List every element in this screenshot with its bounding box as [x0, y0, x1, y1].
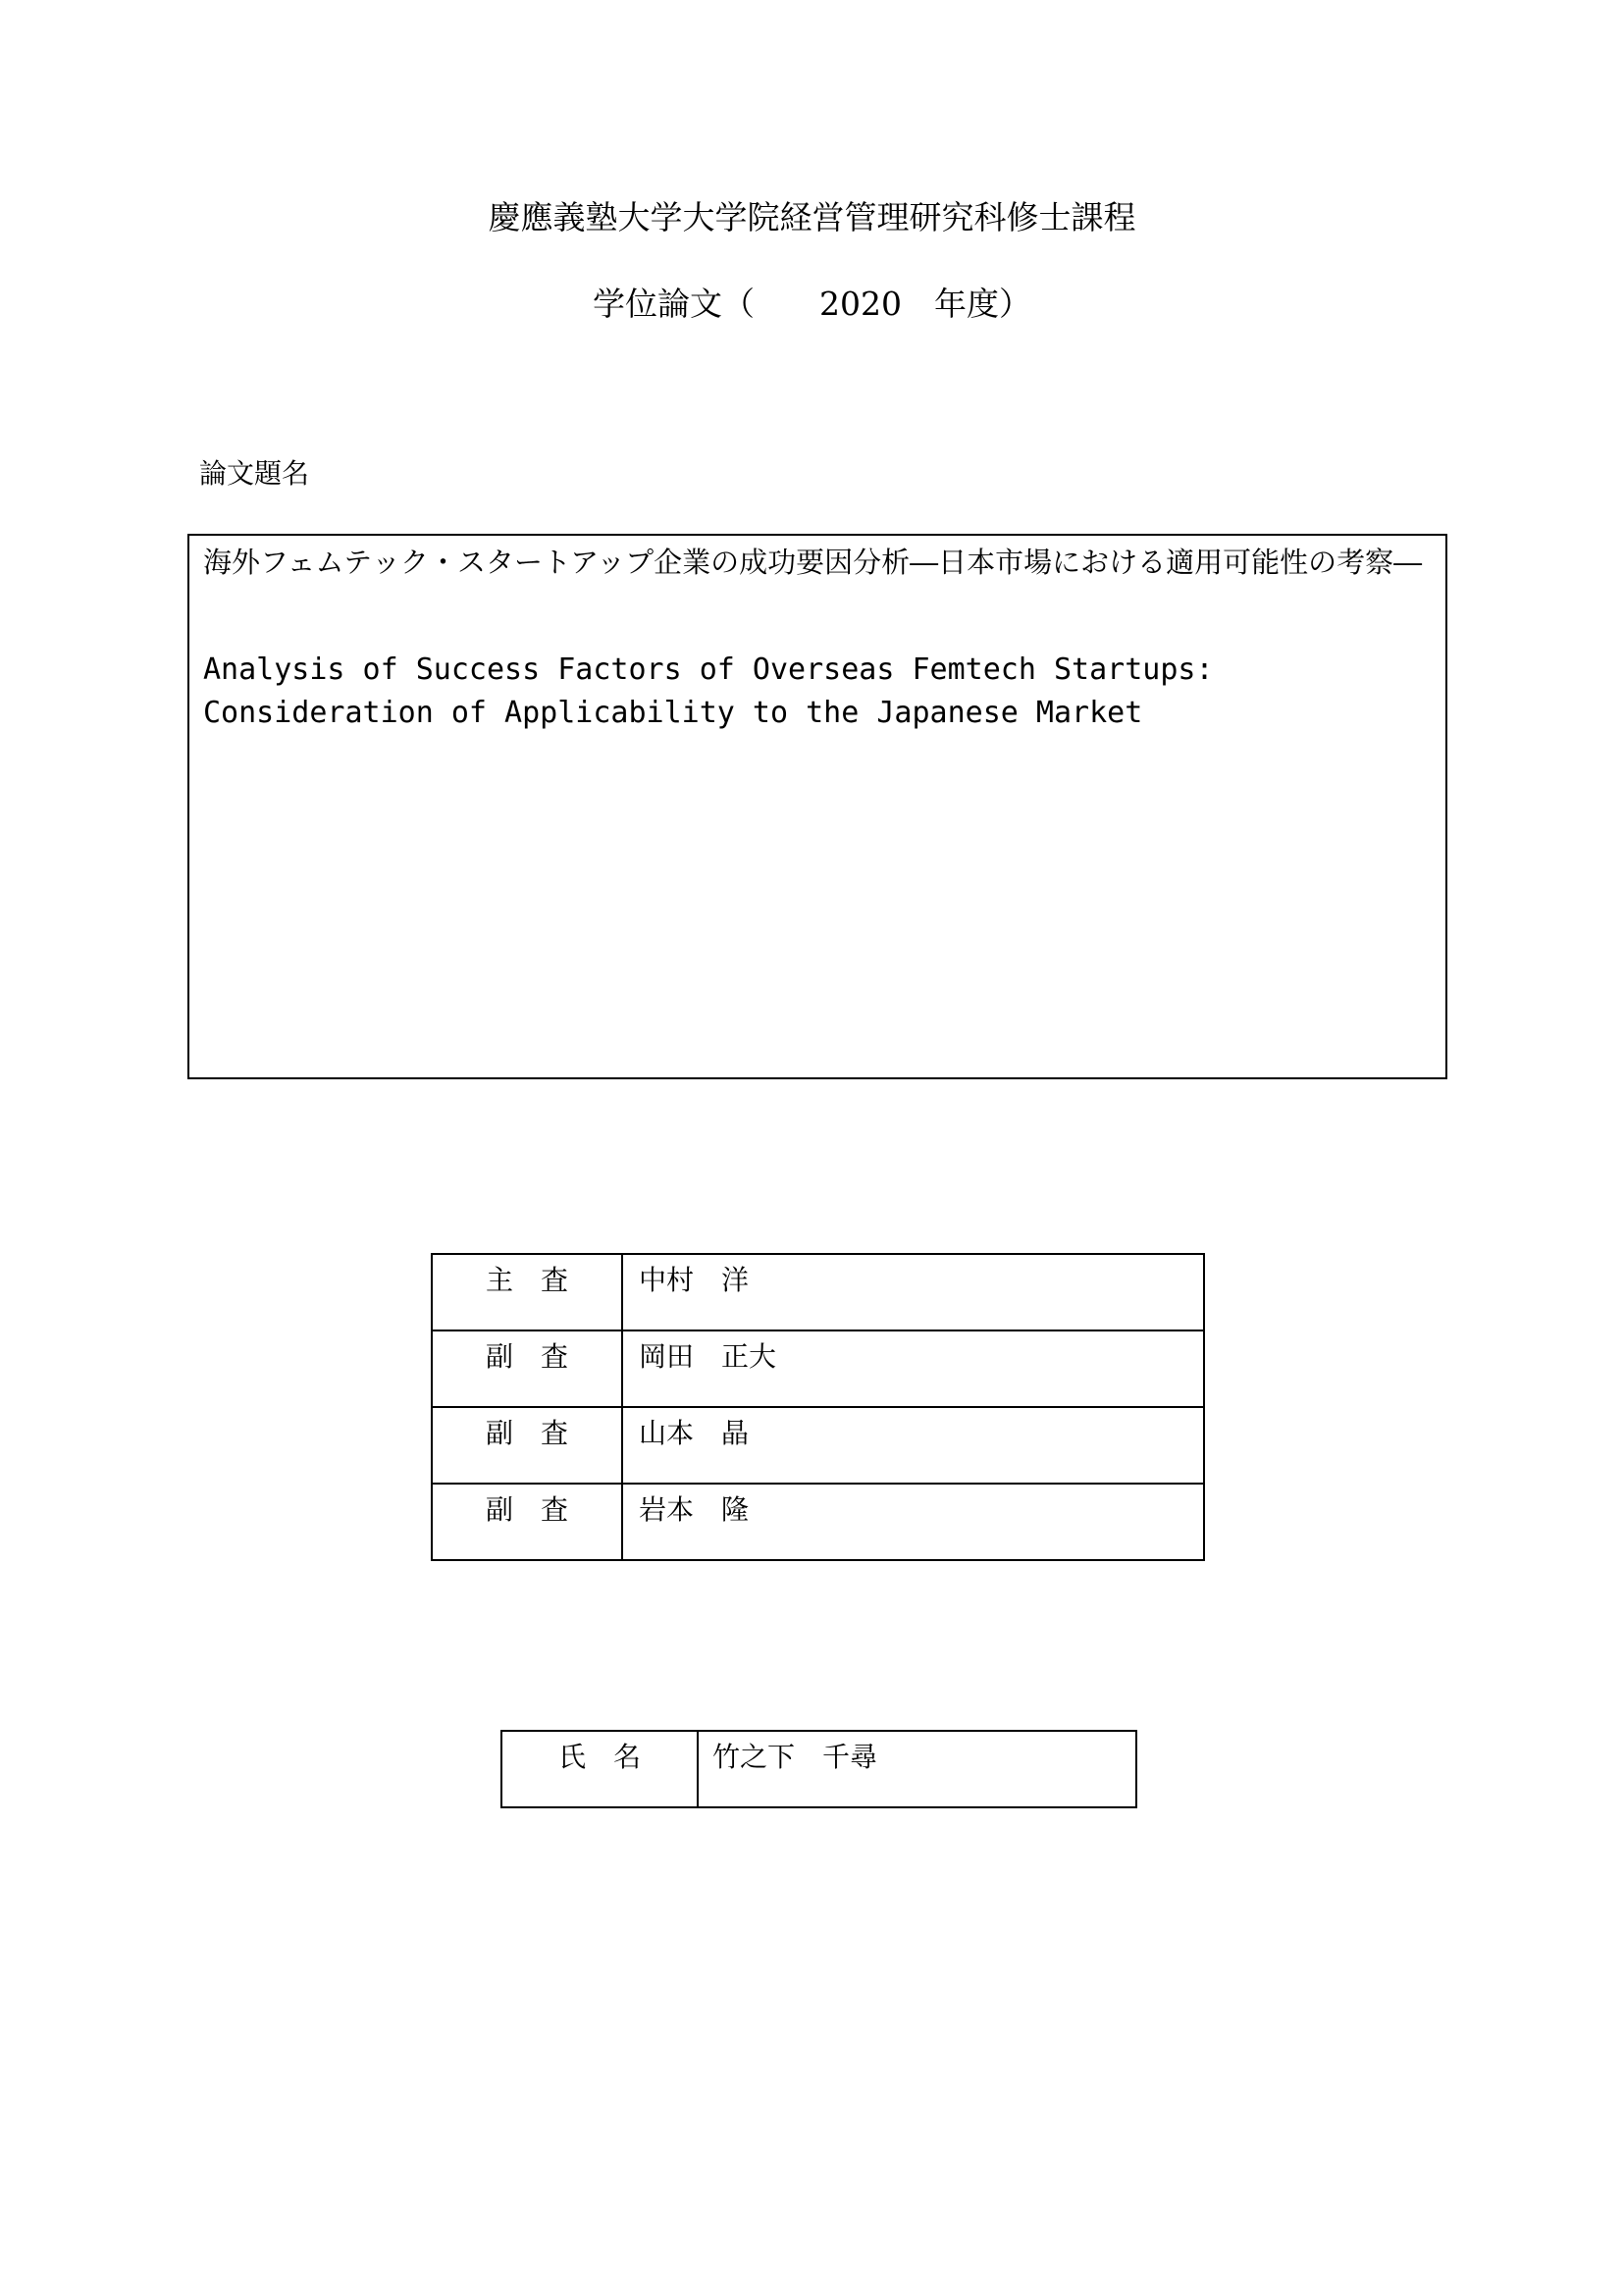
examiner-role: 副 査 [432, 1407, 622, 1484]
examiners-table [431, 1253, 1205, 1561]
examiner-row [432, 1254, 1204, 1330]
thesis-title-japanese: 海外フェムテック・スタートアップ企業の成功要因分析―日本市場における適用可能性の考察― [203, 546, 1423, 579]
student-name-label: 氏 名 [501, 1731, 698, 1807]
examiner-row [432, 1407, 1204, 1484]
degree-line: 学位論文（ 2020 年度） [593, 285, 1031, 323]
examiner-row [432, 1484, 1204, 1560]
examiner-row [432, 1330, 1204, 1407]
examiner-name: 岩本 隆 [622, 1484, 1204, 1560]
student-table [500, 1730, 1137, 1808]
examiner-name: 中村 洋 [622, 1254, 1204, 1330]
thesis-title-english: Analysis of Success Factors of Overseas Femtech Startups: Consideration of Applicability to the Japanese Market [203, 652, 1231, 730]
student-name: 竹之下 千尋 [698, 1731, 1136, 1807]
examiner-role: 副 査 [432, 1330, 622, 1407]
examiner-role: 副 査 [432, 1484, 622, 1560]
thesis-title-label: 論文題名 [199, 457, 310, 490]
examiner-name: 岡田 正大 [622, 1330, 1204, 1407]
examiner-role: 主 査 [432, 1254, 622, 1330]
thesis-title-box [187, 534, 1447, 1079]
university-heading: 慶應義塾大学大学院経営管理研究科修士課程 [488, 198, 1136, 236]
examiner-name: 山本 晶 [622, 1407, 1204, 1484]
student-row [501, 1731, 1136, 1807]
